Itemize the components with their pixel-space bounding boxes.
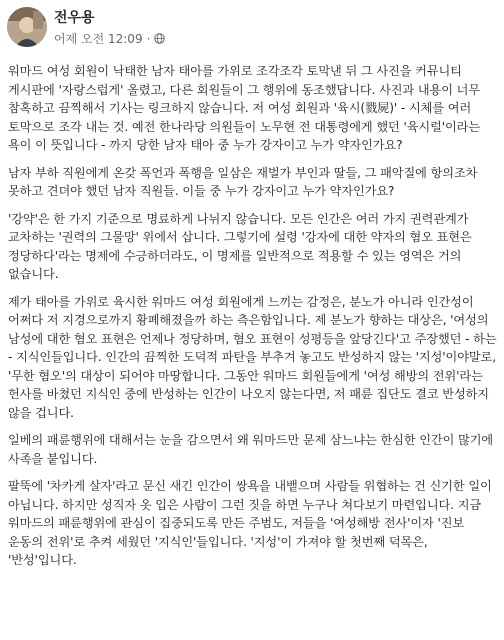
post-timestamp[interactable]: 어제 오전 12:09 — [54, 32, 143, 46]
meta-separator: · — [146, 31, 151, 46]
post-paragraph: 제가 태아를 가위로 육시한 워마드 여성 회원에게 느끼는 감정은, 분노가 아니라 인간성이 어쩌다 저 지경으로까지 황폐해졌을까 하는 측은함입니다. 제 분노가 향하는 대상은, '여성의 남성에 대한 혐오 표현은 언제나 정당하며, 혐오 표현이 성평등을 앞당긴다'고 주장했던 - 하는 - 지식인들입니다. 인간의 끔찍한 도덕적 파탄을 부추겨 놓고도 반성하지 않는 '지성'이야말로, '무한 혐오'의 대상이 되어야 마땅합니다. 그동안 워마드 회원들에게 '여성 해방의 전위'라는 헌사를 바쳤던 지식인 중에 반성하는 인간이 나오지 않는다면, 저 패륜 집단도 결코 반성하지 않을 겁니다. — [8, 294, 497, 420]
globe-icon — [154, 33, 165, 44]
avatar-image — [7, 7, 47, 47]
post-header — [0, 0, 504, 50]
post-body — [8, 62, 498, 579]
post-paragraph: 일베의 패륜행위에 대해서는 눈을 감으면서 왜 워마드만 문제 삼느냐는 한심한 인간이 많기에 사족을 붙입니다. — [8, 433, 494, 466]
post-paragraph: 워마드 여성 회원이 낙태한 남자 태아를 가위로 조각조각 토막낸 뒤 그 사진을 커뮤니티 게시판에 '자랑스럽게' 올렸고, 다른 회원들이 그 행위에 동조했답니다. 사진과 내용이 너무 참혹하고 끔찍해서 기사는 링크하지 않습니다. 저 여성 회원과 '육시(戮屍)' - 시체를 여러 토막으로 조각 내는 것. 예전 한나라당 의원들이 노무현 전 대통령에게 했던 '육시럴'이라는 욕이 이 뜻입니다 - 까지 당한 남자 태아 중 누가 강자이고 누가 약자인가요? — [8, 64, 481, 152]
post-paragraph: 팔뚝에 '차카게 살자'라고 문신 새긴 인간이 쌍욕을 내뱉으며 사람들 위협하는 건 신기한 일이 아닙니다. 하지만 성직자 옷 입은 사람이 그런 짓을 하면 누구나 쳐다보기 마련입니다. 지금 워마드의 패륜행위에 관심이 집중되도록 만든 주범도, 저들을 '여성해방 전사'이자 '진보 운동의 전위'로 추켜 세웠던 '지식인'들입니다. '지성'이 가져야 할 첫번째 덕목은, '반성'입니다. — [8, 479, 492, 567]
post-meta — [54, 30, 165, 47]
author-name[interactable]: 전우용 — [54, 10, 95, 26]
avatar[interactable] — [7, 7, 47, 47]
post-paragraph: '강약'은 한 가지 기준으로 명료하게 나뉘지 않습니다. 모든 인간은 여러 가지 권력관계가 교차하는 '권력의 그물망' 위에서 삽니다. 그렇기에 설령 '강자에 대한 약자의 혐오 표현은 정당하다'라는 명제에 수긍하더라도, 이 명제를 일반적으로 적용할 수 있는 영역은 거의 없습니다. — [8, 211, 472, 281]
post-paragraph: 남자 부하 직원에게 온갖 폭언과 폭행을 일삼은 재벌가 부인과 딸들, 그 패악질에 항의조차 못하고 견뎌야 했던 남자 직원들. 이들 중 누가 강자이고 누가 약자인가요? — [8, 165, 478, 198]
